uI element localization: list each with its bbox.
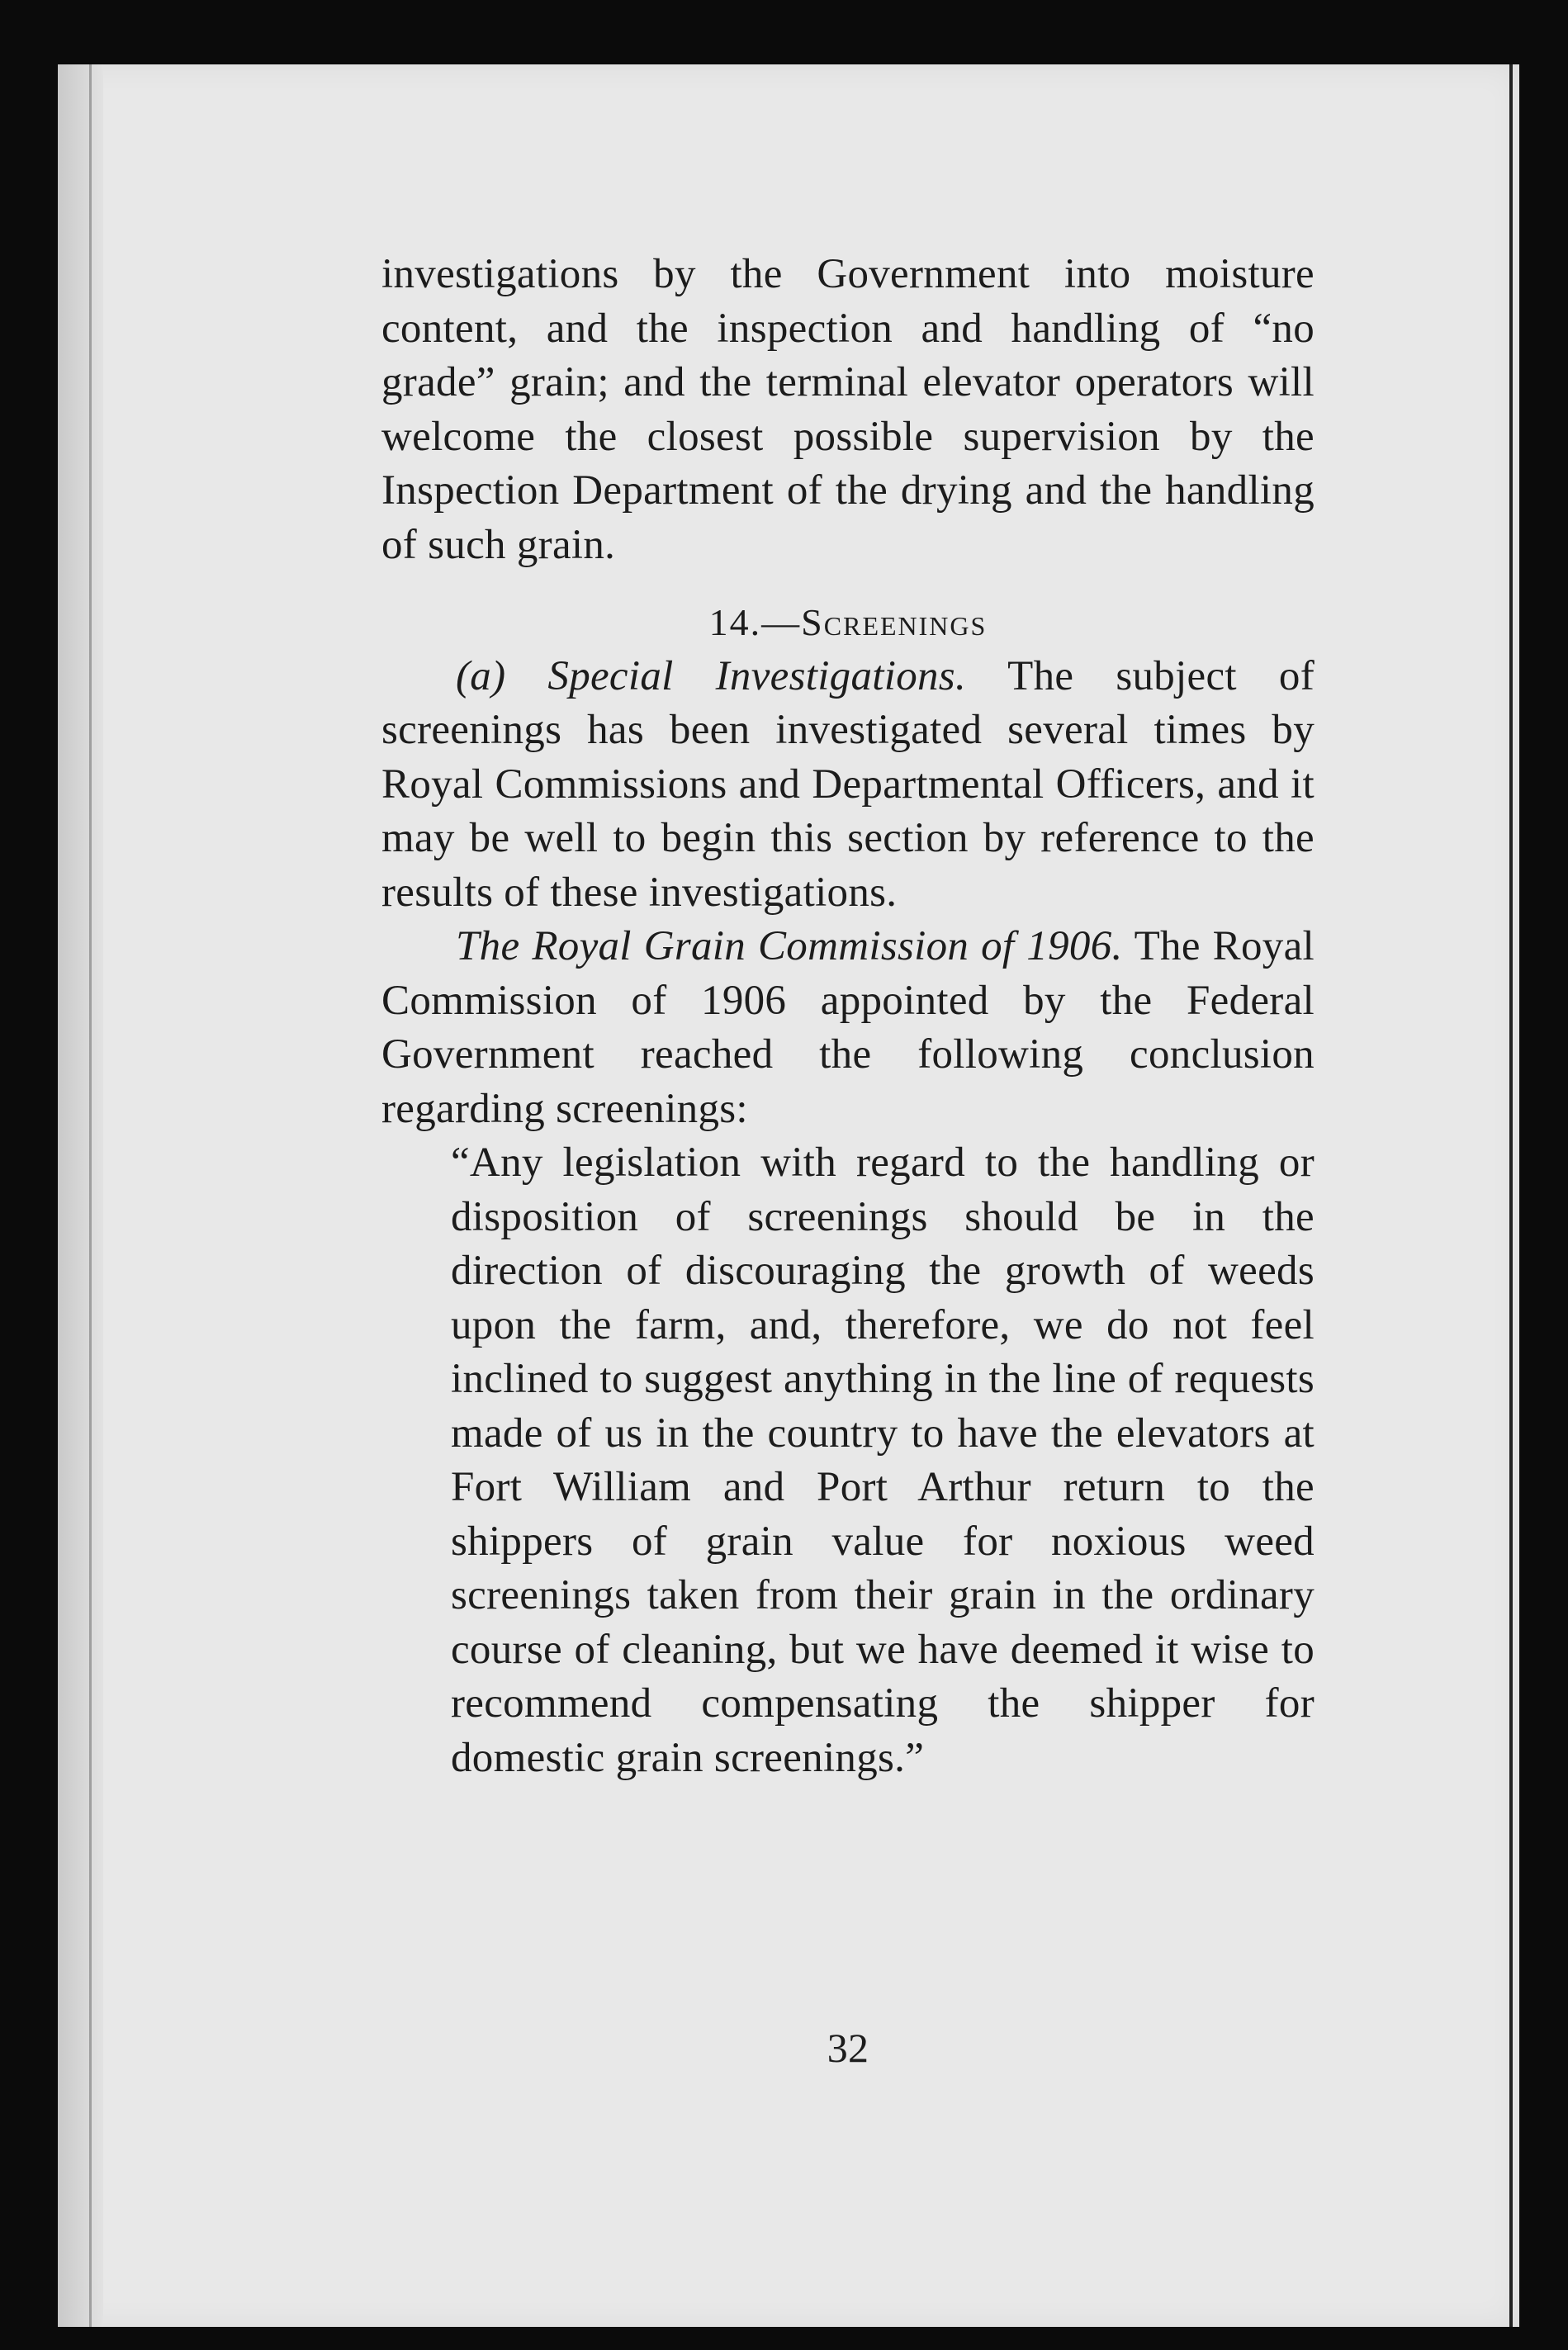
binding-gutter	[58, 64, 103, 2327]
paragraph-lead-in: (a) Special Investigations.	[456, 652, 967, 699]
paragraph-body: The subject of screenings has been investigated several times by Royal Commissions and Departmental Officers, and it may be well to begin this section by reference to the results of these investigations.	[381, 652, 1315, 916]
binding-edge-line	[89, 64, 92, 2327]
paragraph-royal-commission	[381, 920, 1315, 1136]
section-number: 14.—	[708, 601, 802, 643]
section-heading	[381, 595, 1315, 650]
body-text	[381, 248, 1315, 2071]
paragraph-continuation: investigations by the Government into moisture content, and the inspection and handling of “no grade” grain; and the terminal elevator operators will welcome the closest possible supervision by the Inspection Department of the drying and the handling of such grain.	[381, 251, 1315, 568]
paragraph-special-investigations	[381, 650, 1315, 921]
block-quotation: “Any legislation with regard to the handling or disposition of screenings should be in the direction of discouraging the growth of weeds upon the farm, and, therefore, we do not feel inclined to suggest anything in the line of requests made of us in the country to have the elevators at Fort William and Port Arthur return to the shippers of grain value for noxious weed screenings taken from their grain in the ordinary course of cleaning, but we have deemed it wise to recommend compensating the shipper for domestic grain screenings.”	[451, 1139, 1315, 1781]
page-number: 32	[827, 2025, 869, 2071]
paragraph-body: The Royal Commission of 1906 appointed by the Federal Government reached the following conclusion regarding screenings:	[381, 923, 1315, 1132]
page-right-edge	[1509, 64, 1513, 2327]
section-title: Screenings	[801, 601, 988, 643]
paragraph-lead-in: The Royal Grain Commission of 1906.	[456, 923, 1123, 969]
